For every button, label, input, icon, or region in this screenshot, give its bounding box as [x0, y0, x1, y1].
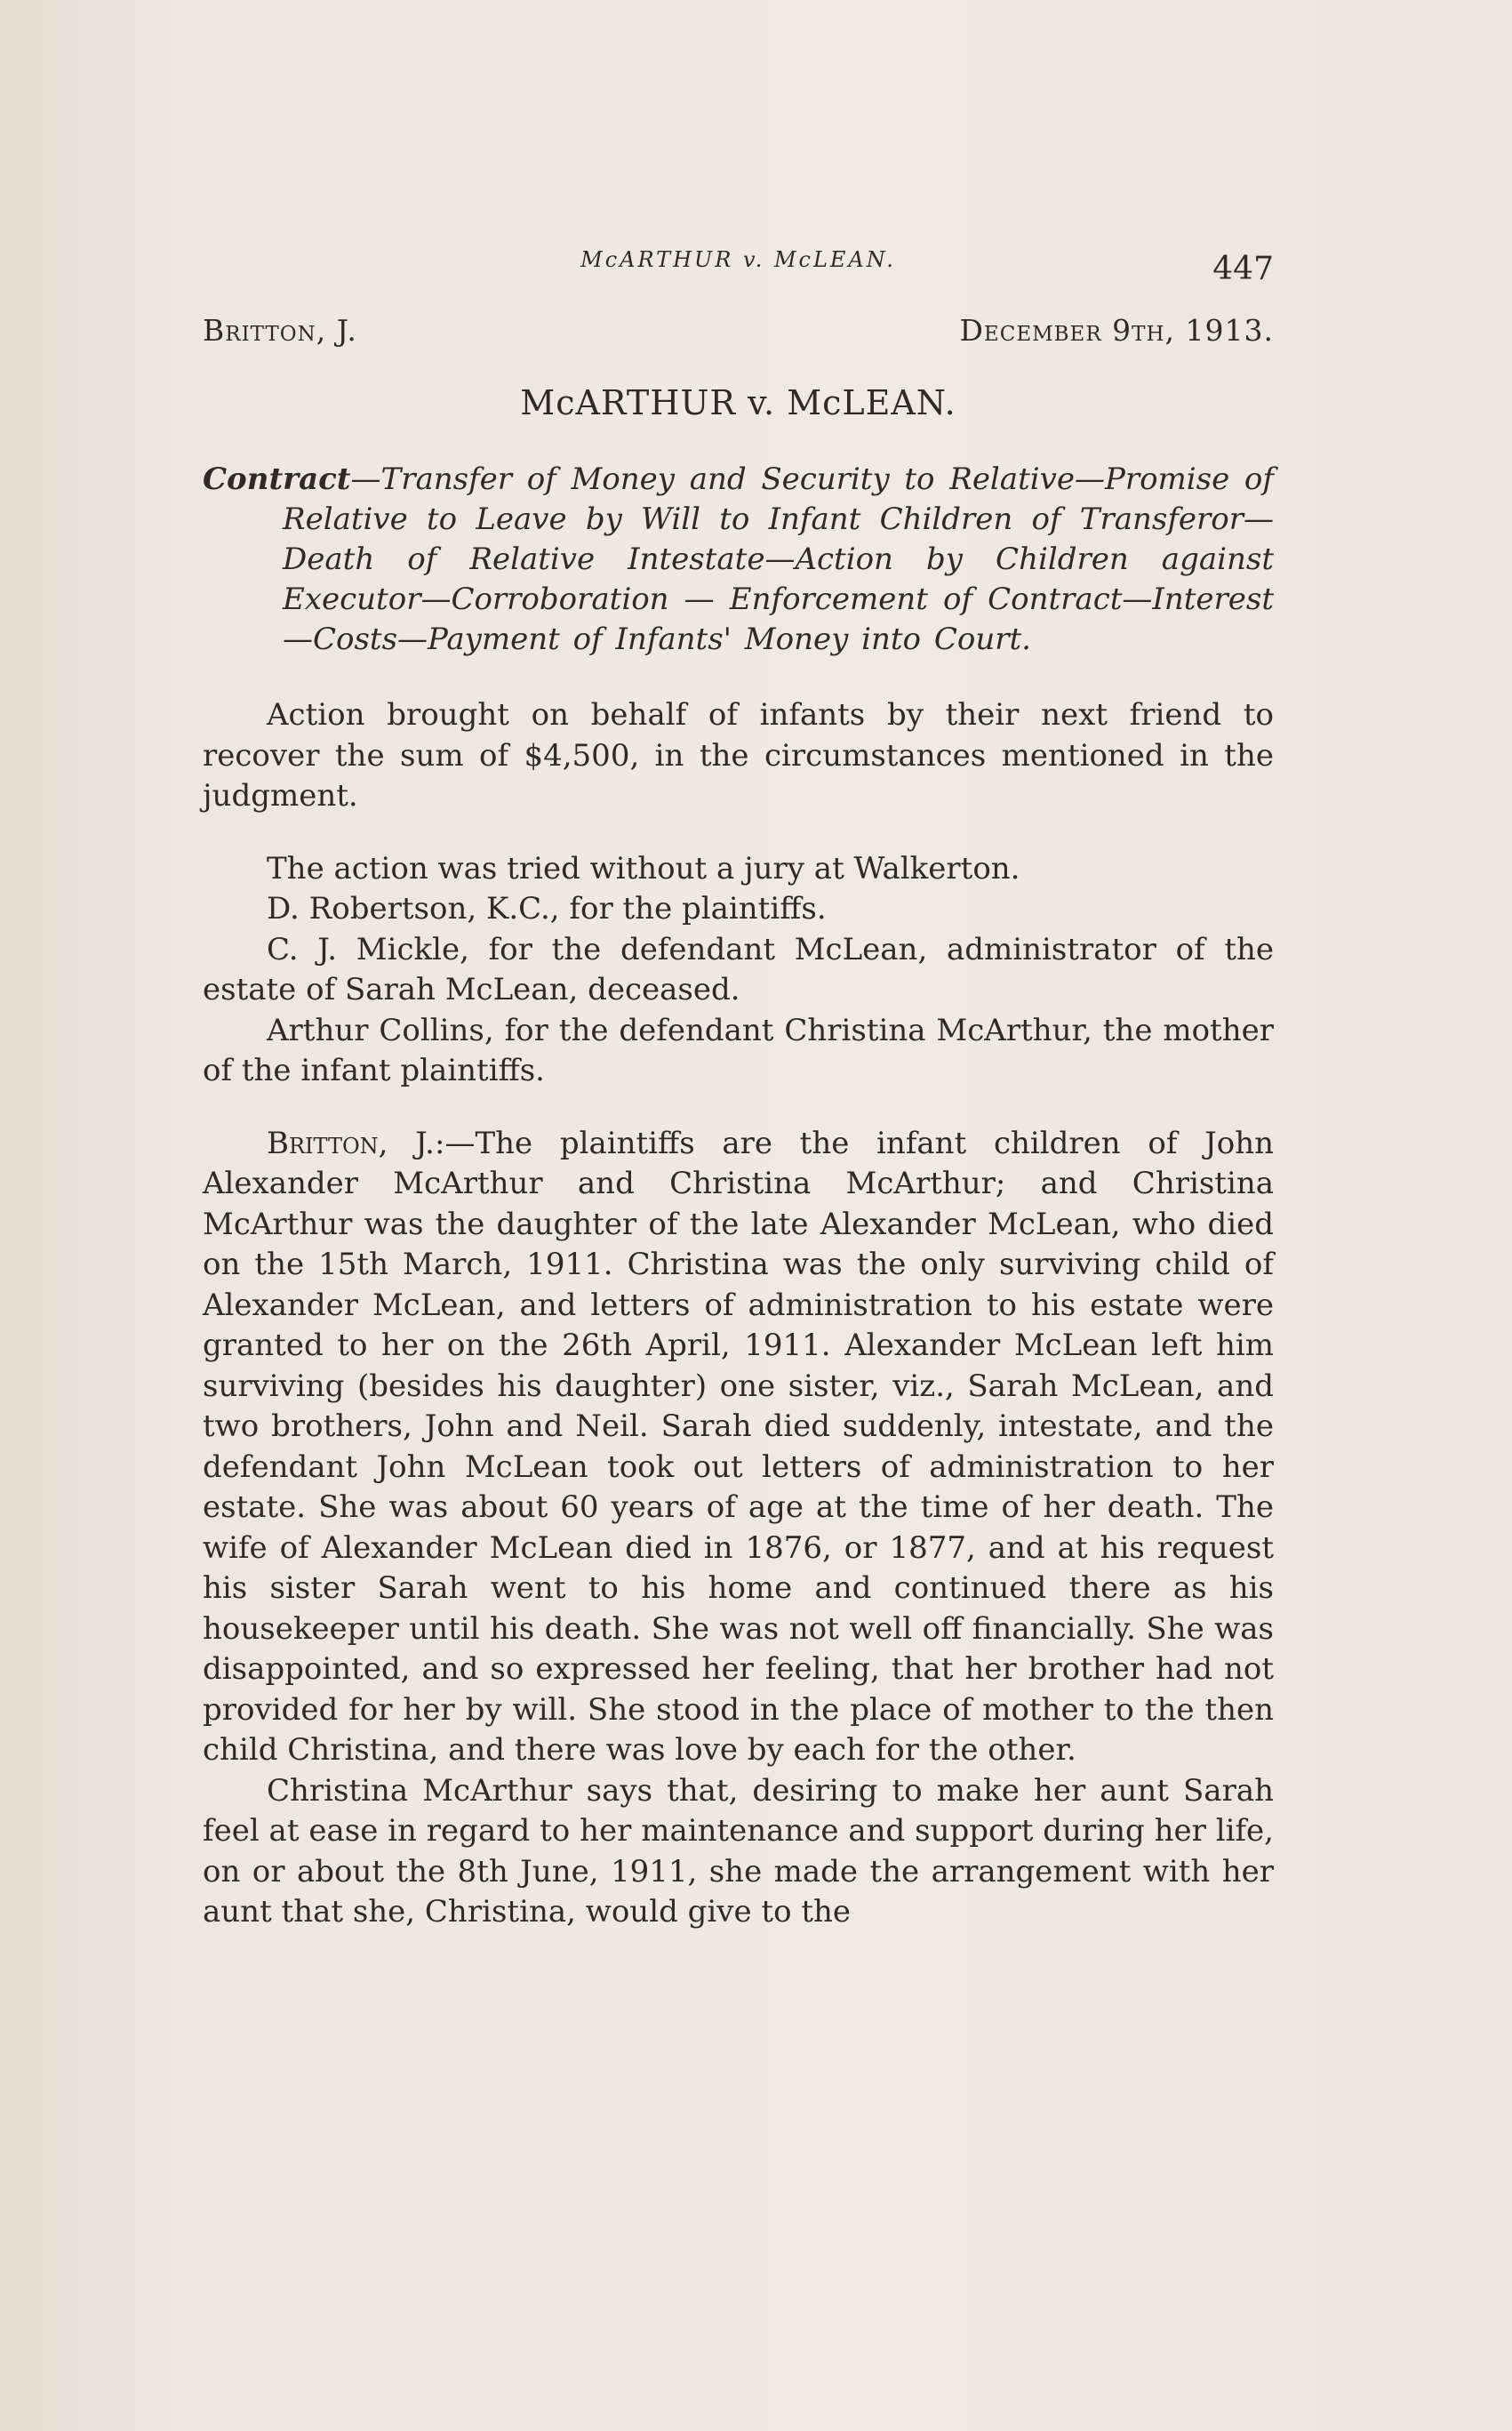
- running-title: McARTHUR v. McLEAN.: [580, 247, 896, 272]
- page-number: 447: [1212, 251, 1274, 287]
- judgment-date: December 9th, 1913.: [959, 313, 1274, 348]
- judgment-judge-name: Britton, J.: [267, 1125, 435, 1161]
- headnote: [203, 460, 1274, 660]
- judge-name: Britton, J.: [203, 313, 357, 348]
- page-content: [203, 240, 1274, 1933]
- intro-paragraph: Action brought on behalf of infants by their next friend to recover the sum of $4,500, in the circumstances mentioned in the judgment.: [203, 697, 1274, 814]
- date-line: [203, 313, 1274, 348]
- judgment-paragraph-1-text: :—The plaintiffs are the infant children of John Alexander McArthur and Christina McArthur; and Christina McArthur was the daughter of the late Alexander McLean, who died on the 15th March, 1911. Christina was the only surviving child of Alexander McLean, and letters of administration to his estate were granted to her on the 26th April, 1911. Alexander McLean left him surviving (besides his daughter) one sister, viz., Sarah McLean, and two brothers, John and Neil. Sarah died suddenly, intestate, and the defendant John McLean took out letters of administration to her estate. She was about 60 years of age at the time of her death. The wife of Alexander McLean died in 1876, or 1877, and at his request his sister Sarah went to his home and continued there as his housekeeper until his death. She was not well off financially. She was disappointed, and so expressed her feeling, that her brother had not provided for her by will. She stood in the place of mother to the then child Christina, and there was love by each for the other.: [203, 1125, 1275, 1768]
- headnote-first-word: Contract: [203, 461, 351, 497]
- case-name: McARTHUR v. McLEAN.: [520, 383, 956, 422]
- trial-note: The action was tried without a jury at Walkerton.: [267, 850, 1020, 887]
- judgment-paragraph-2: Christina McArthur says that, desiring to make her aunt Sarah feel at ease in regard to her maintenance and support during her life, on or about the 8th June, 1911, she made the arrangement with her aunt that she, Christina, would give to the: [203, 1772, 1274, 1930]
- counsel-plaintiffs: D. Robertson, K.C., for the plaintiffs.: [267, 891, 827, 927]
- running-head: [203, 240, 1274, 293]
- headnote-text: —Transfer of Money and Security to Relative—Promise of Relative to Leave by Will to Infant Children of Transferor—Death of Relative Intestate—Action by Children against Executor—Corroboration — Enforcement of Contract—Interest—Costs—Payment of Infants' Money into Court.: [283, 461, 1274, 657]
- counsel-defendant-mcarthur: Arthur Collins, for the defendant Christina McArthur, the mother of the infant plaintiffs.: [203, 1012, 1274, 1088]
- judgment-paragraph-1: [203, 1124, 1274, 1771]
- counsel-defendant-mclean: C. J. Mickle, for the defendant McLean, administrator of the estate of Sarah McLean, deceased.: [203, 931, 1274, 1007]
